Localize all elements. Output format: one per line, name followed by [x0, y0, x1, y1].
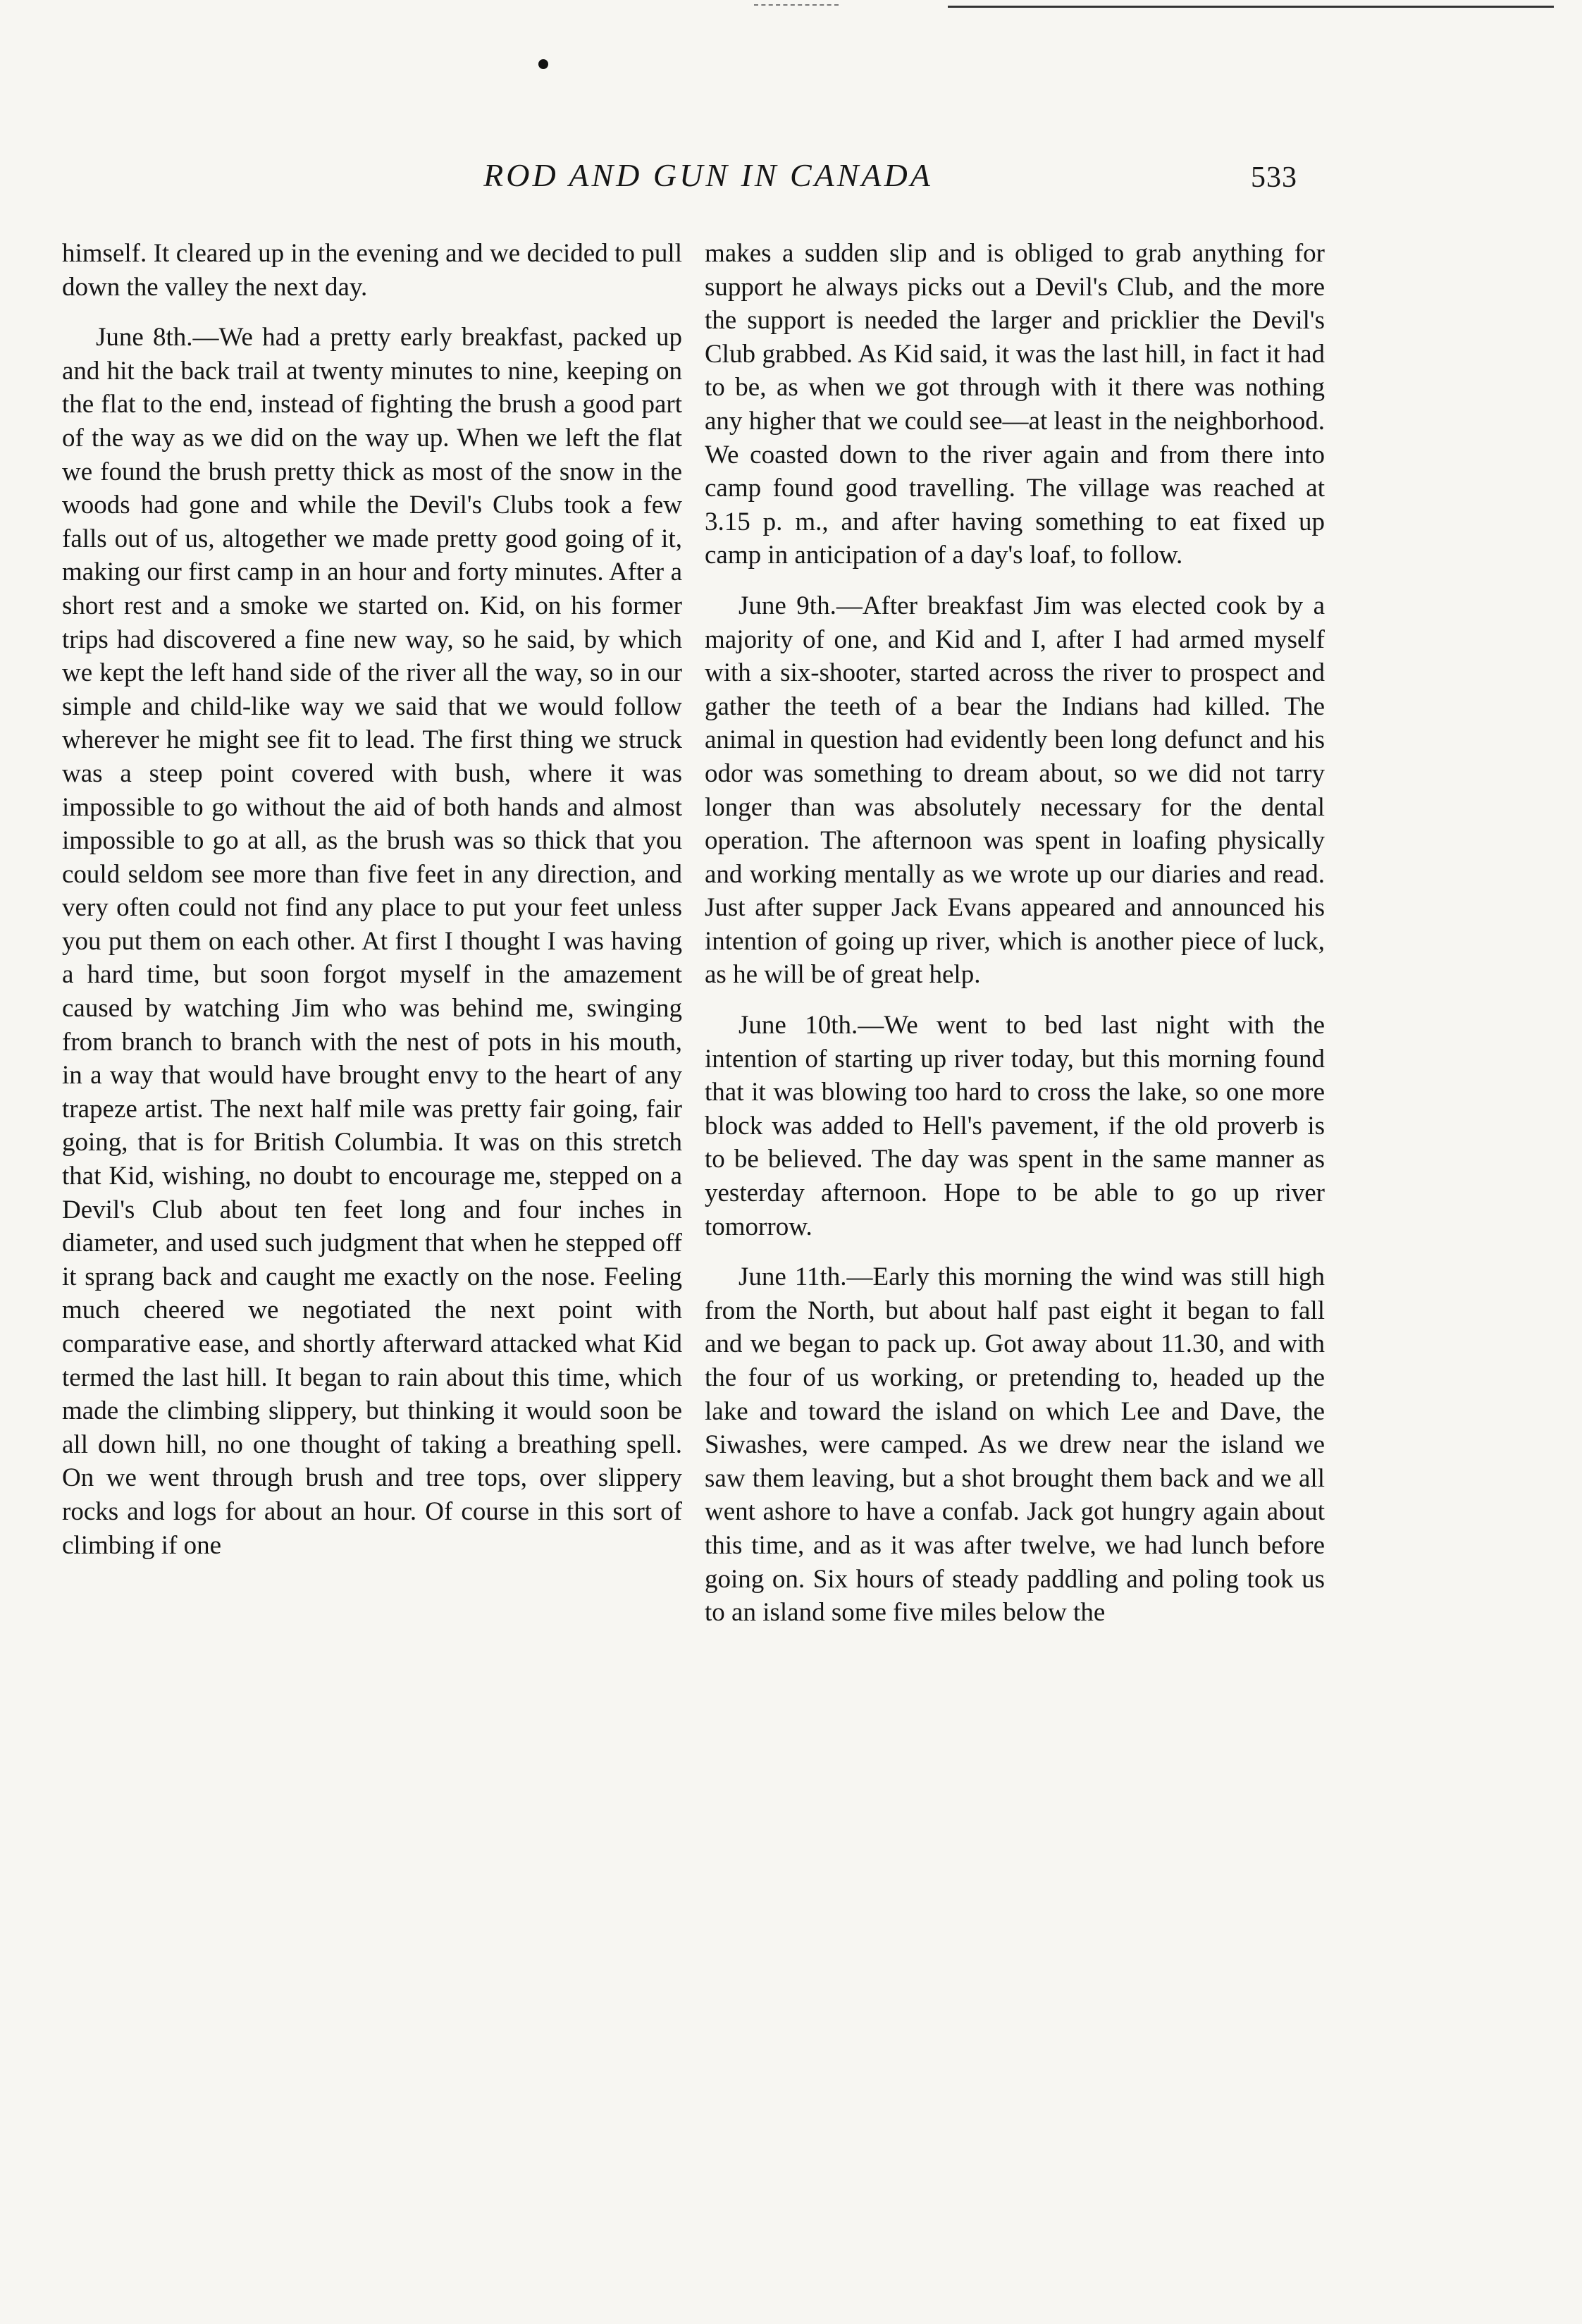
paragraph: June 10th.—We went to bed last night with the intention of starting up river today, but this morning found that it was blowing too hard to cross the lake, so one more block was added to Hell's pavement, if the old proverb is to be believed. The day was spent in the same manner as yesterday afternoon. Hope to be able to go up river tomorrow. — [705, 1011, 1325, 1241]
paragraph: June 11th.—Early this morning the wind was still high from the North, but about half past eight it began to fall and we began to pack up. Got away about 11.30, and with the four of us working, or pretending to, headed up the lake and toward the island on which Lee and Dave, the Siwashes, were camped. As we drew near the island we saw them leaving, but a shot brought them back and we all went ashore to have a confab. Jack got hungry again about this time, and as it was after twelve, we had lunch before going on. Six hours of steady paddling and poling took us to an island some five miles below the — [705, 1262, 1325, 1628]
paragraph: June 9th.—After breakfast Jim was elected cook by a majority of one, and Kid and I, after I had armed myself with a six-shooter, started across the river to prospect and gather the teeth of a bear the Indians had killed. The animal in question had evidently been long defunct and his odor was something to dream about, so we did not tarry longer than was absolutely necessary for the dental operation. The afternoon was spent in loafing physically and working mentally as we wrote up our diaries and read. Just after supper Jack Evans appeared and announced his intention of going up river, which is another piece of luck, as he will be of great help. — [705, 591, 1325, 990]
top-rule — [948, 6, 1554, 8]
running-header — [0, 156, 1582, 206]
paragraph: June 8th.—We had a pretty early breakfast, packed up and hit the back trail at twenty minutes to nine, keeping on the flat to the end, instead of fighting the brush a good part of the way as we did on the way up. When we left the flat we found the brush pretty thick as most of the snow in the woods had gone and while the Devil's Clubs took a few falls out of us, altogether we made pretty good going of it, making our first camp in an hour and forty minutes. After a short rest and a smoke we started on. Kid, on his former trips had discovered a fine new way, so he said, by which we kept the left hand side of the river all the way, so in our simple and child-like way we said that we would follow wherever he might see fit to lead. The first thing we struck was a steep point covered with bush, where it was impossible to go without the aid of both hands and almost impossible to go at all, as the brush was so thick that you could seldom see more than five feet in any direction, and very often could not find any place to put your feet unless you put them on each other. At first I thought I was having a hard time, but soon forgot myself in the amazement caused by watching Jim who was behind me, swinging from branch to branch with the nest of pots in his mouth, in a way that would have brought envy to the heart of any trapeze artist. The next half mile was pretty fair going, fair going, that is for British Columbia. It was on this stretch that Kid, wishing, no doubt to encourage me, stepped on a Devil's Club about ten feet long and four inches in diameter, and used such judgment that when he stepped off it sprang back and caught me exactly on the nose. Feeling much cheered we negotiated the next point with comparative ease, and shortly afterward attacked what Kid termed the last hill. It began to rain about this time, which made the climbing slippery, but thinking it would soon be all down hill, no one thought of taking a breathing spell. On we went through brush and tree tops, over slippery rocks and logs for about an hour. Of course in this sort of climbing if one — [62, 323, 682, 1560]
ornament-dot — [538, 59, 548, 69]
right-column — [705, 237, 1325, 1647]
top-dotted-rule — [754, 4, 839, 6]
left-column — [62, 237, 682, 1579]
paragraph: makes a sudden slip and is obliged to grab anything for support he always picks out a Devil's Club, and the more the support is needed the larger and pricklier the Devil's Club grabbed. As Kid said, it was the last hill, in fact it had to be, as when we got through with it there was nothing any higher that we could see—at least in the neighborhood. We coasted down to the river again and from there into camp found good travelling. The village was reached at 3.15 p. m., and after having something to eat fixed up camp in anticipation of a day's loaf, to follow. — [705, 239, 1325, 570]
running-title: ROD AND GUN IN CANADA — [483, 157, 933, 193]
page-number: 533 — [1251, 161, 1297, 194]
paragraph: himself. It cleared up in the evening and we decided to pull down the valley the next day. — [62, 239, 682, 302]
